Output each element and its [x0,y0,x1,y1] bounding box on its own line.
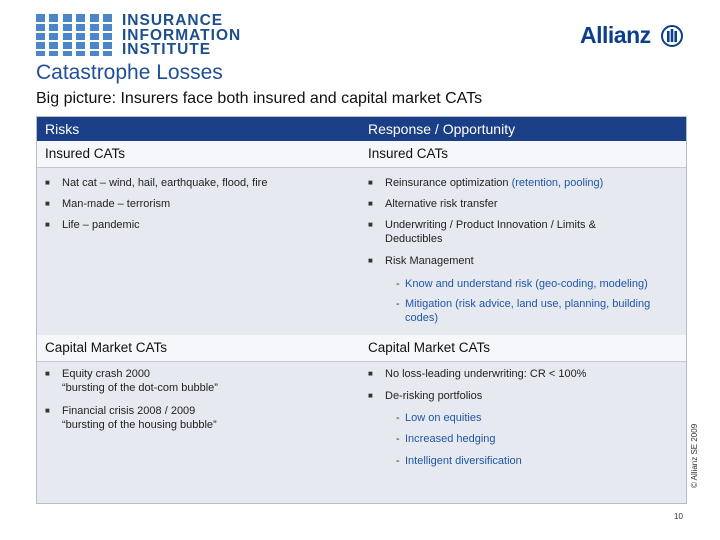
list-item: ■ Reinsurance optimization (retention, pooling) [368,177,604,189]
bullet-icon: ■ [45,406,50,415]
list-item: ■ No loss-leading underwriting: CR < 100% [368,368,587,380]
allianz-logo [580,22,683,49]
page-subtitle: Big picture: Insurers face both insured and capital market CATs [36,90,483,107]
list-item: ■ Alternative risk transfer [368,198,498,210]
bullet-icon: ■ [368,391,373,400]
sub-list-item: - Increased hedging [396,433,496,445]
bullet-icon: ■ [45,369,50,378]
iii-logo-line: INSTITUTE [122,41,212,58]
list-item: ■ Nat cat – wind, hail, earthquake, flood, fire [45,177,268,189]
iii-logo-mark-icon [36,14,116,56]
bullet-icon: ■ [368,199,373,208]
list-item: ■ Underwriting / Product Innovation / Limits & Deductibles [368,219,596,245]
insured-heading-right: Insured CATs [368,146,449,161]
bullet-icon: ■ [368,369,373,378]
table-header [37,117,686,141]
allianz-wordmark: Allianz [580,22,651,48]
page-number: 10 [674,512,683,521]
iii-logo-line: INSURANCE [122,12,224,29]
bullet-icon: ■ [45,178,50,187]
list-item: ■ Risk Management [368,255,474,267]
page-title: Catastrophe Losses [36,61,223,84]
allianz-eagle-icon [661,25,683,47]
bullet-icon: ■ [45,199,50,208]
capital-heading-right: Capital Market CATs [368,340,491,355]
bullet-icon: ■ [368,220,373,229]
list-item: ■ Man-made – terrorism [45,198,171,210]
sub-list-item: - Low on equities [396,412,482,424]
list-item: ■ Financial crisis 2008 / 2009 “bursting of the housing bubble” [45,405,217,431]
iii-logo-wordmark [122,14,241,58]
bullet-icon: ■ [368,256,373,265]
cats-table [36,116,687,504]
sub-list-item: - Mitigation (risk advice, land use, planning, building codes) [396,298,651,324]
sub-list-item: - Know and understand risk (geo-coding, modeling) [396,278,648,290]
list-item: ■ De-risking portfolios [368,390,483,402]
insured-heading-left: Insured CATs [45,146,126,161]
response-note: (retention, pooling) [511,177,604,189]
capital-heading-row [37,335,686,362]
copyright-note: © Allianz SE 2009 [690,423,699,488]
bullet-icon: ■ [45,220,50,229]
list-item: ■ Equity crash 2000 “bursting of the dot-com bubble” [45,368,218,394]
header-response: Response / Opportunity [368,121,516,137]
sub-list-item: - Intelligent diversification [396,455,522,467]
bullet-icon: ■ [368,178,373,187]
list-item: ■ Life – pandemic [45,219,140,231]
header-risks: Risks [45,121,80,137]
capital-heading-left: Capital Market CATs [45,340,168,355]
insured-heading-row [37,141,686,168]
iii-logo-line: INFORMATION [122,26,242,44]
iii-logo [36,14,286,58]
